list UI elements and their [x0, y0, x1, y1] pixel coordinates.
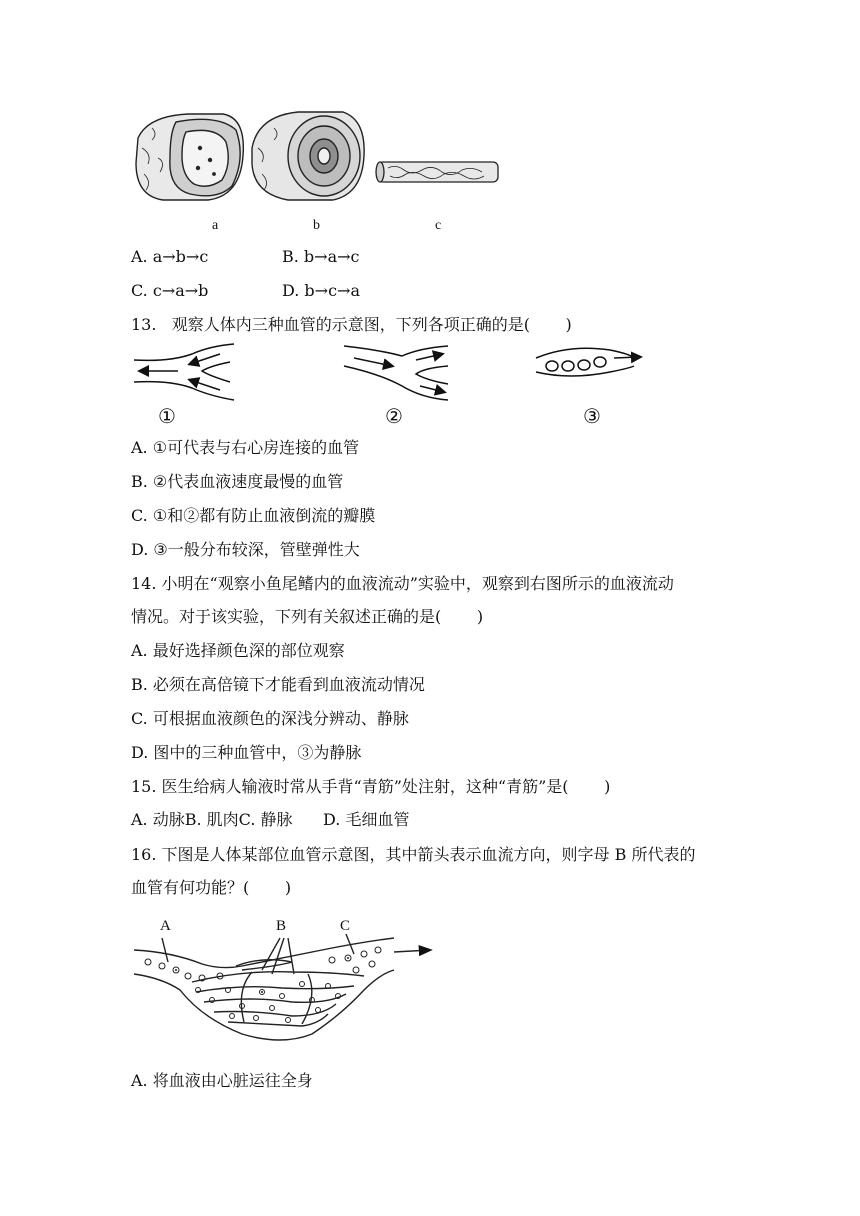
q13-option-a: A. ①可代表与右心房连接的血管	[131, 438, 360, 457]
q13-stem: 13. 观察人体内三种血管的示意图，下列各项正确的是( )	[131, 315, 572, 334]
q14-option-a: A. 最好选择颜色深的部位观察	[131, 641, 345, 660]
q12-option-c: C. c→a→b	[131, 281, 209, 300]
q14-stem-line2: 情况。对于该实验，下列有关叙述正确的是( )	[131, 607, 484, 626]
q14-option-c: C. 可根据血液颜色的深浅分辨动、静脉	[131, 709, 409, 728]
fig-label-a: a	[212, 218, 219, 233]
q13-option-c: C. ①和②都有防止血液倒流的瓣膜	[131, 506, 376, 525]
diagram-3-capillary	[536, 348, 640, 376]
fig-label-c: c	[435, 218, 442, 233]
fig-label-b: b	[313, 218, 320, 233]
q16-option-a: A. 将血液由心脏运往全身	[131, 1071, 313, 1090]
q15-stem: 15. 医生给病人输液时常从手背“青筋”处注射，这种“青筋”是( )	[131, 777, 611, 796]
q15-options: A. 动脉B. 肌肉C. 静脉 D. 毛细血管	[131, 810, 410, 829]
vessel-b-drawing	[252, 112, 364, 200]
q16-stem-line2: 血管有何功能？( )	[131, 878, 292, 897]
diagram-2-artery	[344, 346, 448, 400]
fig-label-3: ③	[583, 404, 601, 428]
q16-label-b: B	[276, 918, 287, 934]
q16-label-a: A	[160, 918, 171, 934]
q14-stem-line1: 14. 小明在“观察小鱼尾鳍内的血液流动”实验中，观察到右图所示的血液流动	[131, 574, 674, 593]
vessel-c-drawing	[376, 162, 498, 182]
vessel-cross-section-figure	[128, 108, 508, 208]
q12-option-b: B. b→a→c	[282, 247, 360, 266]
q13-option-d: D. ③一般分布较深，管壁弹性大	[131, 540, 360, 559]
blood-flow-diagrams	[130, 340, 650, 406]
q14-option-d: D. 图中的三种血管中，③为静脉	[131, 743, 362, 762]
q12-option-a: A. a→b→c	[131, 247, 209, 266]
diagram-1-vein	[134, 344, 234, 400]
q16-stem-line1: 16. 下图是人体某部位血管示意图，其中箭头表示血流方向，则字母 B 所代表的	[131, 845, 696, 864]
fig-label-2: ②	[385, 404, 403, 428]
vessel-a-drawing	[136, 114, 243, 200]
fig-label-1: ①	[158, 404, 176, 428]
q14-option-b: B. 必须在高倍镜下才能看到血液流动情况	[131, 675, 425, 694]
q12-option-d: D. b→c→a	[282, 281, 360, 300]
q16-label-c: C	[340, 918, 351, 934]
q13-option-b: B. ②代表血液速度最慢的血管	[131, 472, 344, 491]
capillary-network-figure	[132, 930, 432, 1050]
